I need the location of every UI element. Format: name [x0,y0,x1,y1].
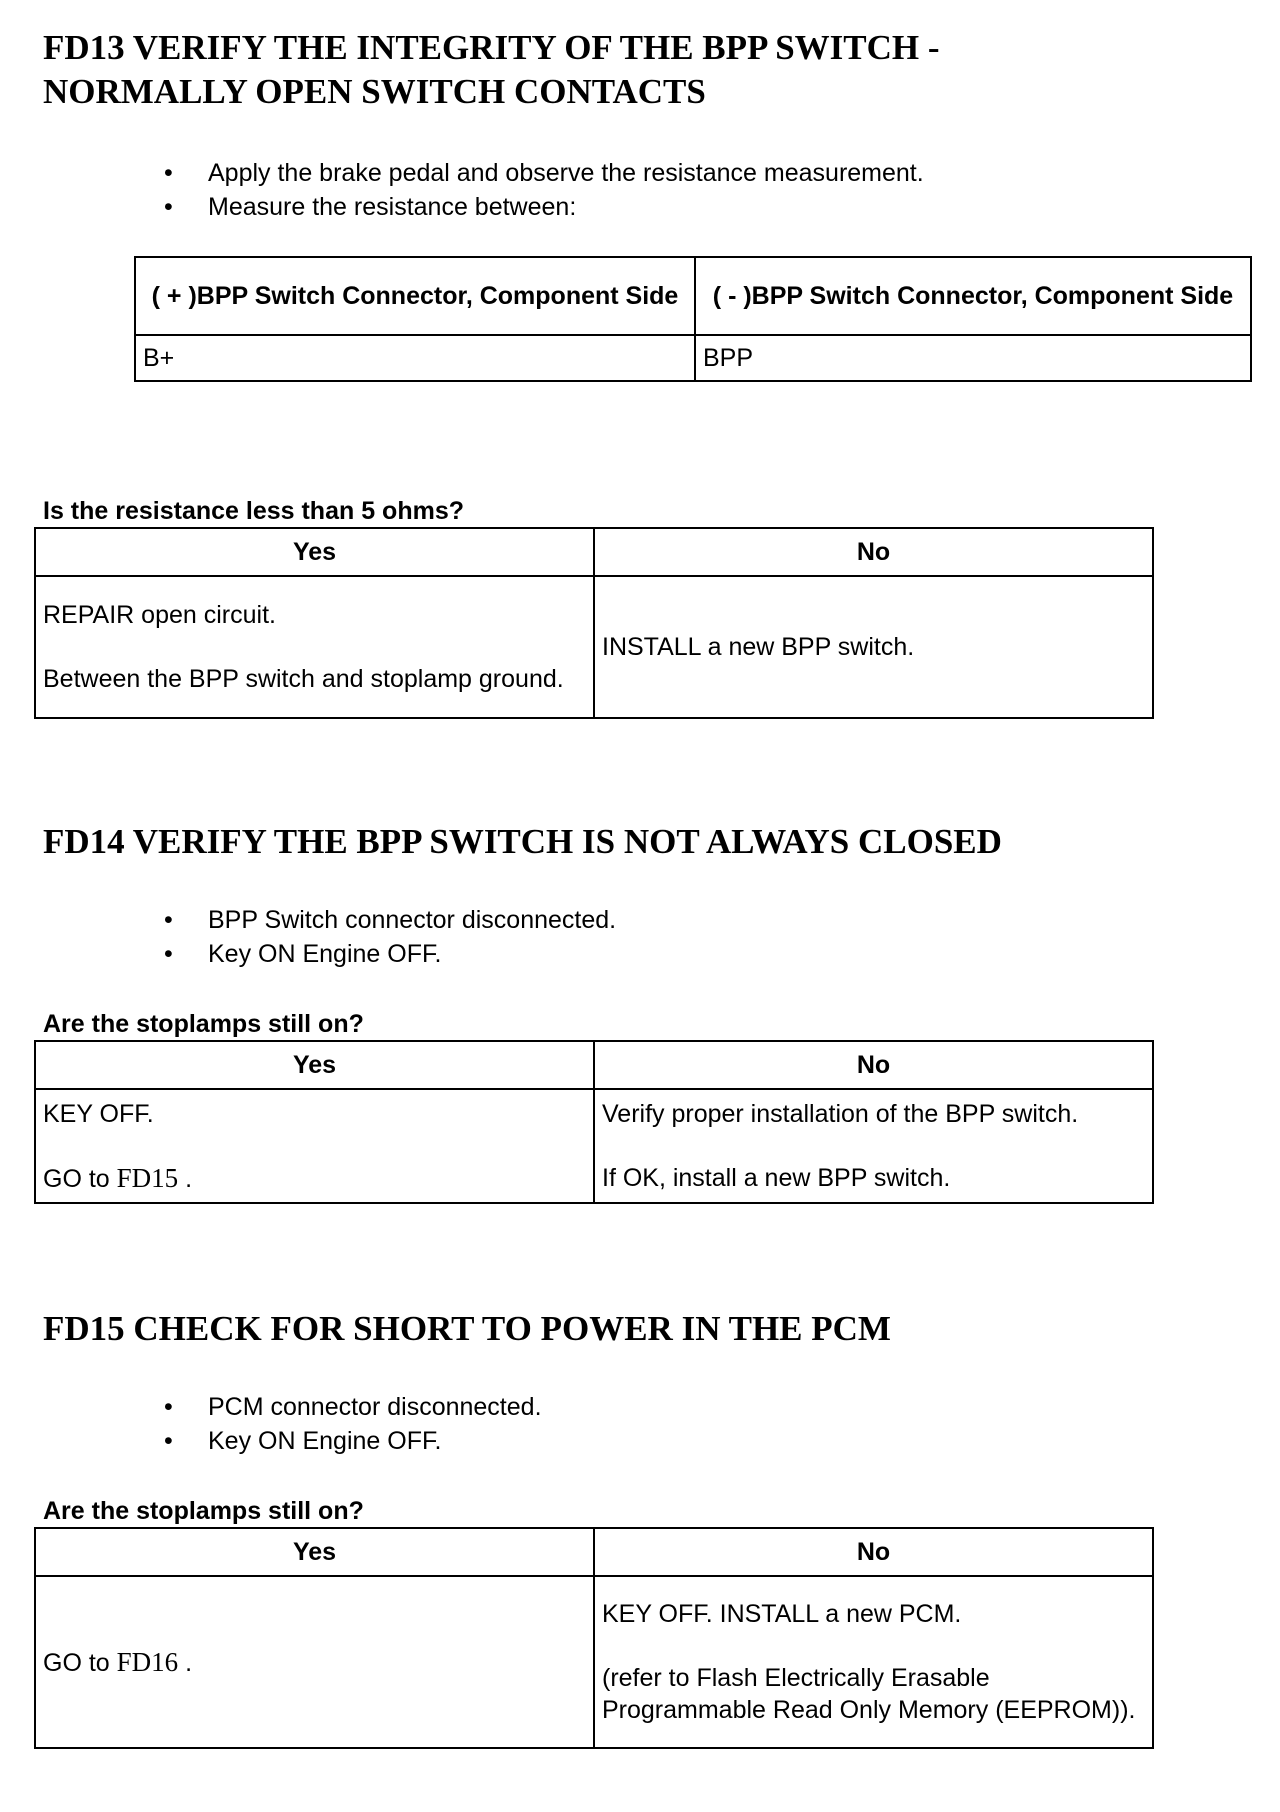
fd15-link[interactable]: FD15 [116,1162,179,1193]
no-answer-line: Verify proper installation of the BPP switch. [602,1100,1079,1128]
period-text: . [185,1164,193,1193]
fd15-bullet-list [140,1390,542,1458]
fd13-bullet-list [140,156,924,224]
fd14-question: Are the stoplamps still on? [43,1010,364,1038]
table-cell: BPP [695,335,1251,381]
table-header: ( - )BPP Switch Connector, Component Side [695,257,1251,335]
yes-answer-line [43,1646,586,1679]
fd15-answer-table [34,1527,1154,1749]
no-answer-line: (refer to Flash Electrically Erasable Programmable Read Only Memory (EEPROM)). [602,1664,1136,1724]
no-answer-cell [594,1089,1153,1203]
no-header: No [594,528,1153,576]
list-item: • BPP Switch connector disconnected. [140,903,616,937]
list-item: • Measure the resistance between: [140,190,924,224]
fd13-heading: FD13 VERIFY THE INTEGRITY OF THE BPP SWITCH - NORMALLY OPEN SWITCH CONTACTS [43,28,940,111]
table-header-row [35,1041,1153,1089]
no-answer-cell [594,1576,1153,1748]
no-header: No [594,1041,1153,1089]
fd13-question: Is the resistance less than 5 ohms? [43,497,464,525]
table-row [35,1576,1153,1748]
fd15-question: Are the stoplamps still on? [43,1497,364,1525]
list-item: • Key ON Engine OFF. [140,937,616,971]
fd14-bullet-list [140,903,616,971]
no-header: No [594,1528,1153,1576]
no-answer-line: If OK, install a new BPP switch. [602,1164,951,1192]
fd14-answer-table [34,1040,1154,1204]
table-header-row [135,257,1251,335]
fd16-link[interactable]: FD16 [116,1646,179,1677]
go-to-text: GO to [43,1164,110,1193]
fd13-answer-table [34,527,1154,719]
yes-header: Yes [35,1528,594,1576]
yes-answer-line: Between the BPP switch and stoplamp ground. [43,665,564,693]
table-header-row [35,1528,1153,1576]
no-answer-cell [594,576,1153,718]
table-row [35,576,1153,718]
table-row [35,1089,1153,1203]
table-row [135,335,1251,381]
go-to-text: GO to [43,1648,110,1677]
yes-answer-cell [35,576,594,718]
yes-answer-line [43,1162,586,1195]
no-answer-line: KEY OFF. INSTALL a new PCM. [602,1600,962,1628]
list-item: • PCM connector disconnected. [140,1390,542,1424]
table-header-row [35,528,1153,576]
yes-answer-line: REPAIR open circuit. [43,601,276,629]
list-item: • Key ON Engine OFF. [140,1424,542,1458]
yes-answer-line: KEY OFF. [43,1099,154,1128]
list-item: • Apply the brake pedal and observe the resistance measurement. [140,156,924,190]
fd14-heading: FD14 VERIFY THE BPP SWITCH IS NOT ALWAYS CLOSED [43,822,1002,861]
yes-answer-cell [35,1576,594,1748]
fd15-heading: FD15 CHECK FOR SHORT TO POWER IN THE PCM [43,1309,891,1348]
yes-header: Yes [35,1041,594,1089]
yes-answer-cell [35,1089,594,1203]
table-header: ( + )BPP Switch Connector, Component Side [135,257,695,335]
fd13-measure-table [134,256,1252,382]
yes-header: Yes [35,528,594,576]
period-text: . [185,1648,193,1677]
no-answer-line: INSTALL a new BPP switch. [602,633,915,661]
table-cell: B+ [135,335,695,381]
